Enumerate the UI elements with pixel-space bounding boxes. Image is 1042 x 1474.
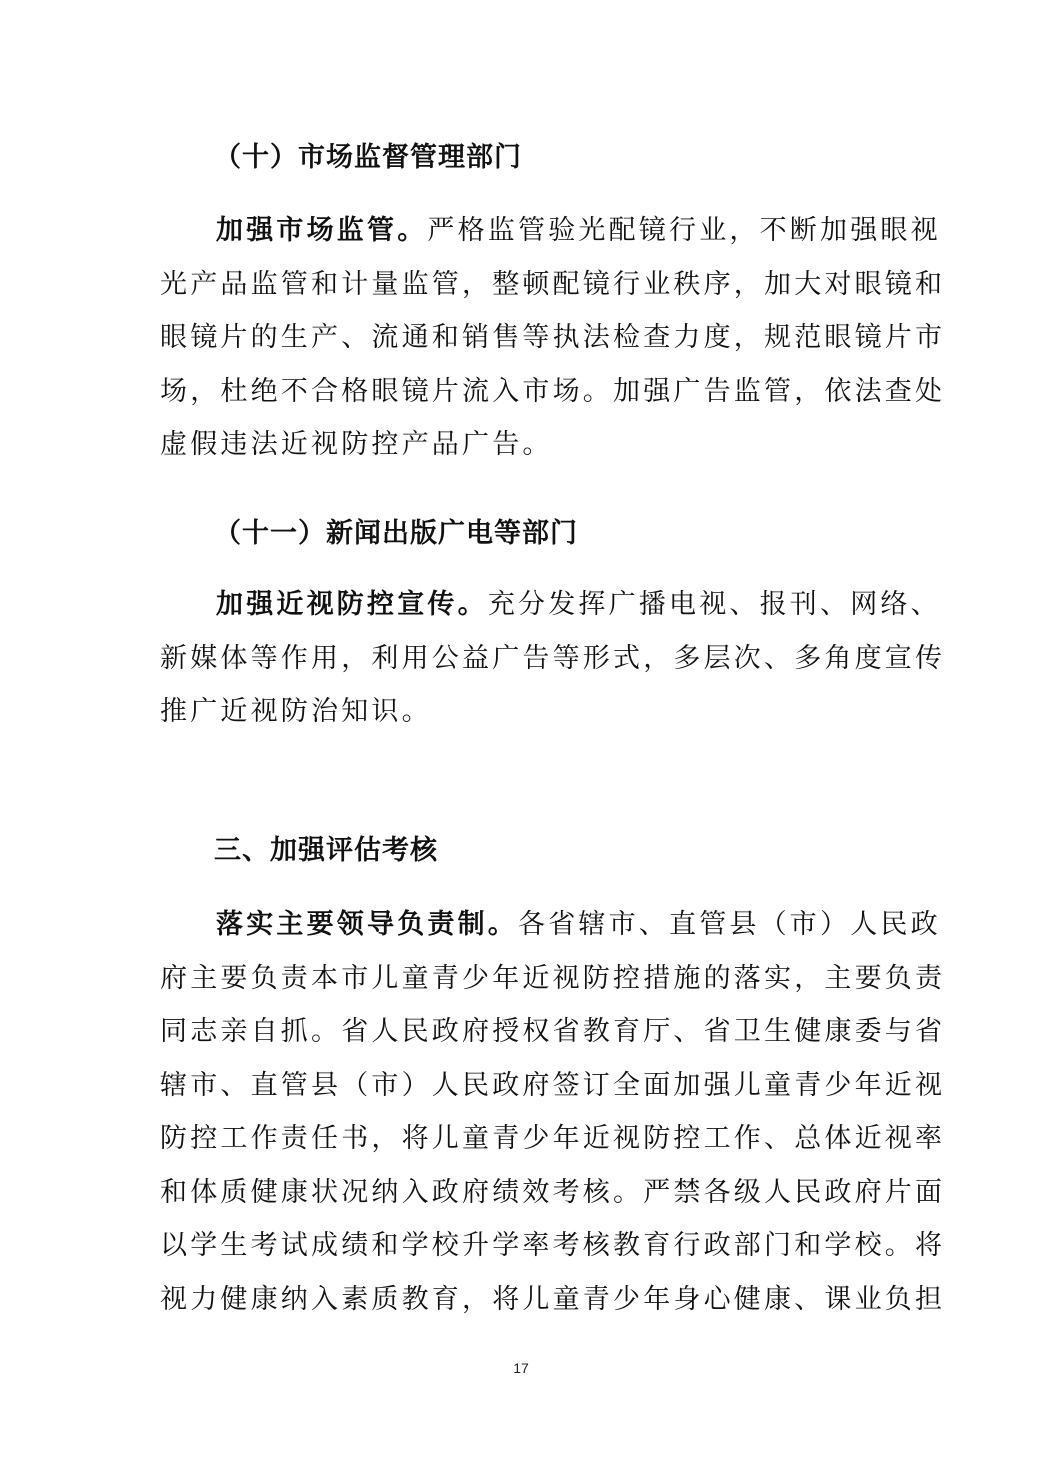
paragraph-line — [160, 578, 941, 632]
section-heading-11: （十一）新闻出版广电等部门 — [214, 518, 578, 549]
section-heading-10: （十）市场监督管理部门 — [214, 142, 522, 173]
paragraph-line: 视力健康纳入素质教育，将儿童青少年身心健康、课业负担 — [160, 1283, 946, 1315]
part-3-paragraph — [160, 898, 946, 1326]
paragraph-line — [160, 898, 941, 952]
line-text: 充分发挥广播电视、报刊、网络、 — [487, 589, 941, 620]
section-10-paragraph — [160, 204, 946, 472]
paragraph-line: 虚假违法近视防控产品广告。 — [160, 429, 553, 460]
paragraph-line: 场，杜绝不合格眼镜片流入市场。加强广告监管，依法查处 — [160, 375, 946, 407]
line-text: 各省辖市、直管县（市）人民政 — [518, 909, 941, 940]
lead-phrase: 加强市场监管。 — [216, 215, 428, 246]
paragraph-line: 眼镜片的生产、流通和销售等执法检查力度，规范眼镜片市 — [160, 322, 946, 353]
paragraph-line: 新媒体等作用，利用公益广告等形式，多层次、多角度宣传 — [160, 642, 946, 674]
section-11-paragraph — [160, 578, 946, 739]
paragraph-line: 同志亲自抓。省人民政府授权省教育厅、省卫生健康委与省 — [160, 1016, 946, 1047]
lead-phrase: 落实主要领导负责制。 — [216, 909, 518, 940]
paragraph-line: 防控工作责任书，将儿童青少年近视防控工作、总体近视率 — [160, 1123, 946, 1154]
paragraph-line: 府主要负责本市儿童青少年近视防控措施的落实，主要负责 — [160, 962, 946, 994]
part-heading-3: 三、加强评估考核 — [214, 835, 438, 866]
paragraph-line — [160, 204, 941, 258]
paragraph-line: 光产品监管和计量监管，整顿配镜行业秩序，加大对眼镜和 — [160, 268, 946, 300]
paragraph-line: 辖市、直管县（市）人民政府签订全面加强儿童青少年近视 — [160, 1069, 946, 1101]
page-number: 17 — [513, 1360, 529, 1376]
paragraph-line: 和体质健康状况纳入政府绩效考核。严禁各级人民政府片面 — [160, 1176, 946, 1208]
paragraph-line: 以学生考试成绩和学校升学率考核教育行政部门和学校。将 — [160, 1230, 946, 1261]
lead-phrase: 加强近视防控宣传。 — [216, 589, 488, 620]
paragraph-line: 推广近视防治知识。 — [160, 696, 432, 727]
line-text: 严格监管验光配镜行业，不断加强眼视 — [427, 215, 941, 246]
